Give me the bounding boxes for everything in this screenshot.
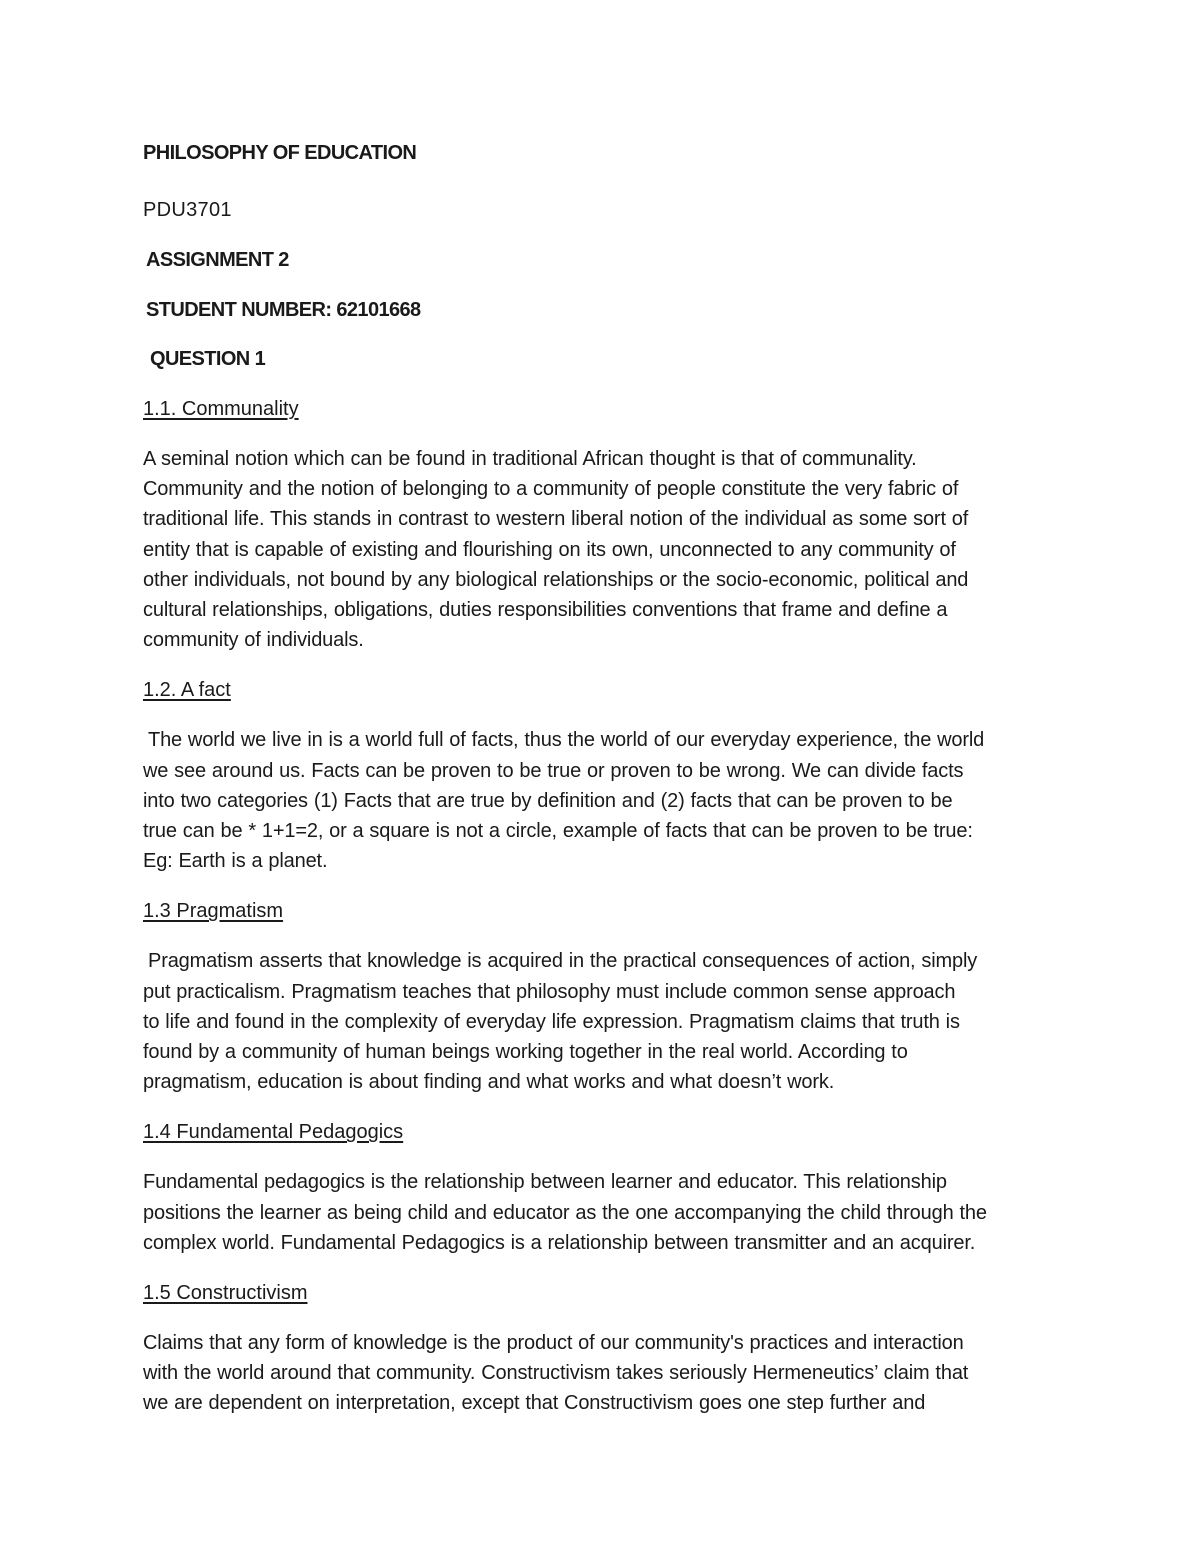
text-line: true can be * 1+1=2, or a square is not a circle, example of facts that can be proven to be true: <box>143 820 973 843</box>
text-line: Claims that any form of knowledge is the product of our community's practices and interaction <box>143 1332 964 1355</box>
section-heading-pragmatism: 1.3 Pragmatism <box>143 900 284 923</box>
text-line: to life and found in the complexity of everyday life expression. Pragmatism claims that truth is <box>143 1010 960 1033</box>
text-line: into two categories (1) Facts that are true by definition and (2) facts that can be proven to be <box>143 789 953 812</box>
section-body-communality <box>143 444 1068 655</box>
text-line: complex world. Fundamental Pedagogics is a relationship between transmitter and an acquirer. <box>143 1231 976 1254</box>
text-line: traditional life. This stands in contrast to western liberal notion of the individual as some sort of <box>143 508 969 531</box>
text-line: Pragmatism asserts that knowledge is acquired in the practical consequences of action, simply <box>148 950 978 973</box>
assignment-label: ASSIGNMENT 2 <box>146 249 289 271</box>
section-heading-communality: 1.1. Communality <box>143 398 299 420</box>
student-number: STUDENT NUMBER: 62101668 <box>146 299 421 321</box>
text-line: other individuals, not bound by any biological relationships or the socio-economic, political and <box>143 568 969 591</box>
section-body-pragmatism <box>143 946 1068 1097</box>
course-code: PDU3701 <box>143 199 232 221</box>
document-page <box>143 138 1068 1439</box>
section-heading-fundamental-pedagogics: 1.4 Fundamental Pedagogics <box>143 1121 404 1144</box>
text-line: pragmatism, education is about finding and what works and what doesn’t work. <box>143 1071 835 1094</box>
text-line: entity that is capable of existing and flourishing on its own, unconnected to any community of <box>143 538 956 561</box>
text-line: positions the learner as being child and educator as the one accompanying the child through the <box>143 1201 987 1224</box>
section-heading-constructivism: 1.5 Constructivism <box>143 1282 308 1305</box>
text-line: cultural relationships, obligations, duties responsibilities conventions that frame and define a <box>143 599 948 622</box>
section-body-fact <box>143 725 1068 876</box>
text-line: The world we live in is a world full of facts, thus the world of our everyday experience, the world <box>148 729 985 752</box>
section-body-constructivism <box>143 1328 1068 1419</box>
text-line: Community and the notion of belonging to a community of people constitute the very fabric of <box>143 478 959 501</box>
text-line: A seminal notion which can be found in traditional African thought is that of communality. <box>143 448 917 470</box>
text-line: with the world around that community. Constructivism takes seriously Hermeneutics’ claim that <box>143 1362 969 1385</box>
text-line: found by a community of human beings working together in the real world. According to <box>143 1041 908 1064</box>
text-line: community of individuals. <box>143 629 364 652</box>
text-line: put practicalism. Pragmatism teaches that philosophy must include common sense approach <box>143 980 956 1003</box>
text-line: Fundamental pedagogics is the relationship between learner and educator. This relationship <box>143 1171 947 1194</box>
text-line: we see around us. Facts can be proven to be true or proven to be wrong. We can divide facts <box>143 759 964 782</box>
document-title: PHILOSOPHY OF EDUCATION <box>143 142 417 164</box>
text-line: Eg: Earth is a planet. <box>143 850 328 873</box>
text-line: we are dependent on interpretation, except that Constructivism goes one step further and <box>143 1392 926 1415</box>
section-heading-fact: 1.2. A fact <box>143 679 231 702</box>
section-body-fundamental-pedagogics <box>143 1167 1068 1258</box>
question-label: QUESTION 1 <box>150 348 266 370</box>
